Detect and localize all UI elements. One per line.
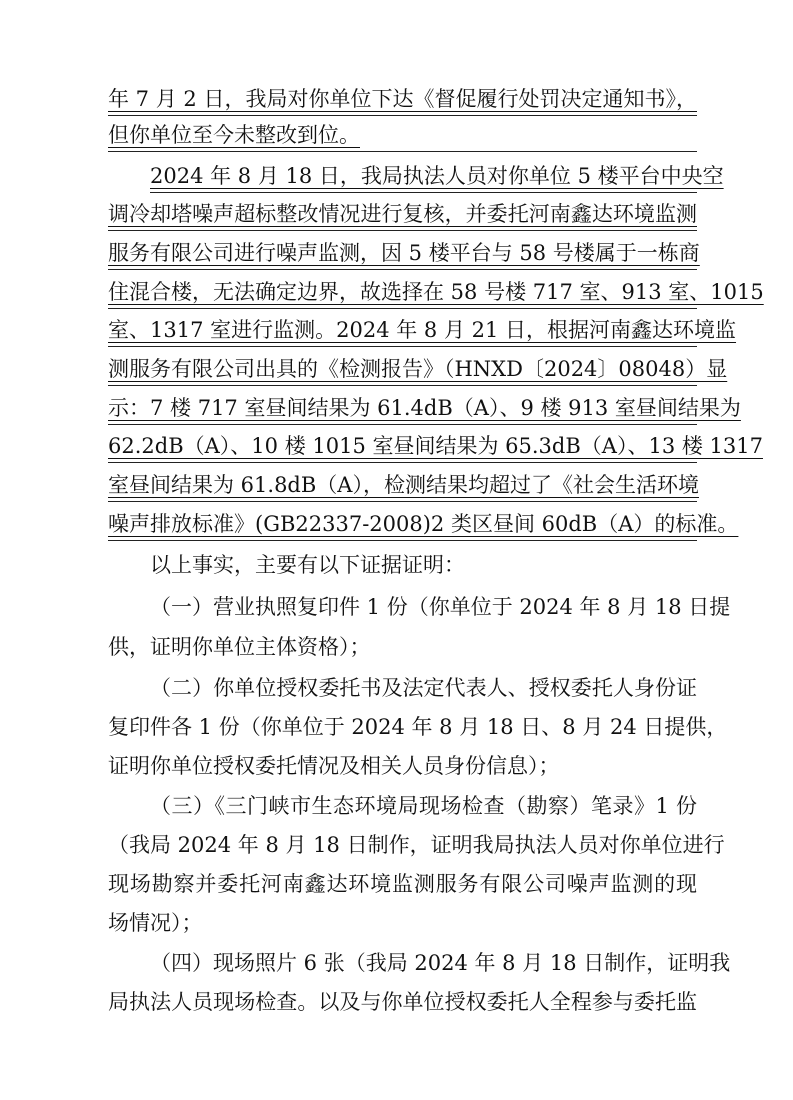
text-line: （一）营业执照复印件 1 份（你单位于 2024 年 8 月 18 日提 <box>150 595 731 619</box>
text-line: 室、1317 室进行监测。2024 年 8 月 21 日，根据河南鑫达环境监 <box>108 313 697 347</box>
text-line: 供，证明你单位主体资格）； <box>108 635 371 659</box>
text-line: 证明你单位授权委托情况及相关人员身份信息）； <box>108 754 560 778</box>
text-line: 示：7 楼 717 室昼间结果为 61.4dB（A）、9 楼 913 室昼间结果为 <box>108 391 697 425</box>
text-line: （二）你单位授权委托书及法定代表人、授权委托人身份证 <box>150 676 697 700</box>
text-line: 复印件各 1 份（你单位于 2024 年 8 月 18 日、8 月 24 日提供， <box>108 715 728 739</box>
text-line: 服务有限公司进行噪声监测，因 5 楼平台与 58 号楼属于一栋商 <box>108 236 697 270</box>
text-line: 但你单位至今未整改到位。 <box>108 118 697 152</box>
text-line: 室昼间结果为 61.8dB（A），检测结果均超过了《社会生活环境 <box>108 468 697 502</box>
text-line: （三）《三门峡市生态环境局现场检查（勘察）笔录》1 份 <box>150 794 697 818</box>
text-line: 调冷却塔噪声超标整改情况进行复核，并委托河南鑫达环境监测 <box>108 197 697 231</box>
text-line: 62.2dB（A）、10 楼 1015 室昼间结果为 65.3dB（A）、13 楼 1317 <box>108 429 697 463</box>
text-line: （我局 2024 年 8 月 18 日制作，证明我局执法人员对你单位进行 <box>108 833 725 857</box>
text-line: （四）现场照片 6 张（我局 2024 年 8 月 18 日制作，证明我 <box>150 951 731 975</box>
text-line: 住混合楼，无法确定边界，故选择在 58 号楼 717 室、913 室、1015 <box>108 275 697 309</box>
text-line: 噪声排放标准》(GB22337-2008)2 类区昼间 60dB（A）的标准。 <box>108 507 697 541</box>
text-line: 年 7 月 2 日，我局对你单位下达《督促履行处罚决定通知书》， <box>108 82 697 116</box>
text-line: 场情况）； <box>108 911 203 935</box>
text-line: 局执法人员现场检查。以及与你单位授权委托人全程参与委托监 <box>108 990 697 1014</box>
text-line: 现场勘察并委托河南鑫达环境监测服务有限公司噪声监测的现 <box>108 872 697 896</box>
text-line: 以上事实，主要有以下证据证明： <box>150 553 465 577</box>
text-line: 2024 年 8 月 18 日，我局执法人员对你单位 5 楼平台中央空 <box>150 159 697 193</box>
text-line: 测服务有限公司出具的《检测报告》（HNXD〔2024〕08048）显 <box>108 352 697 386</box>
